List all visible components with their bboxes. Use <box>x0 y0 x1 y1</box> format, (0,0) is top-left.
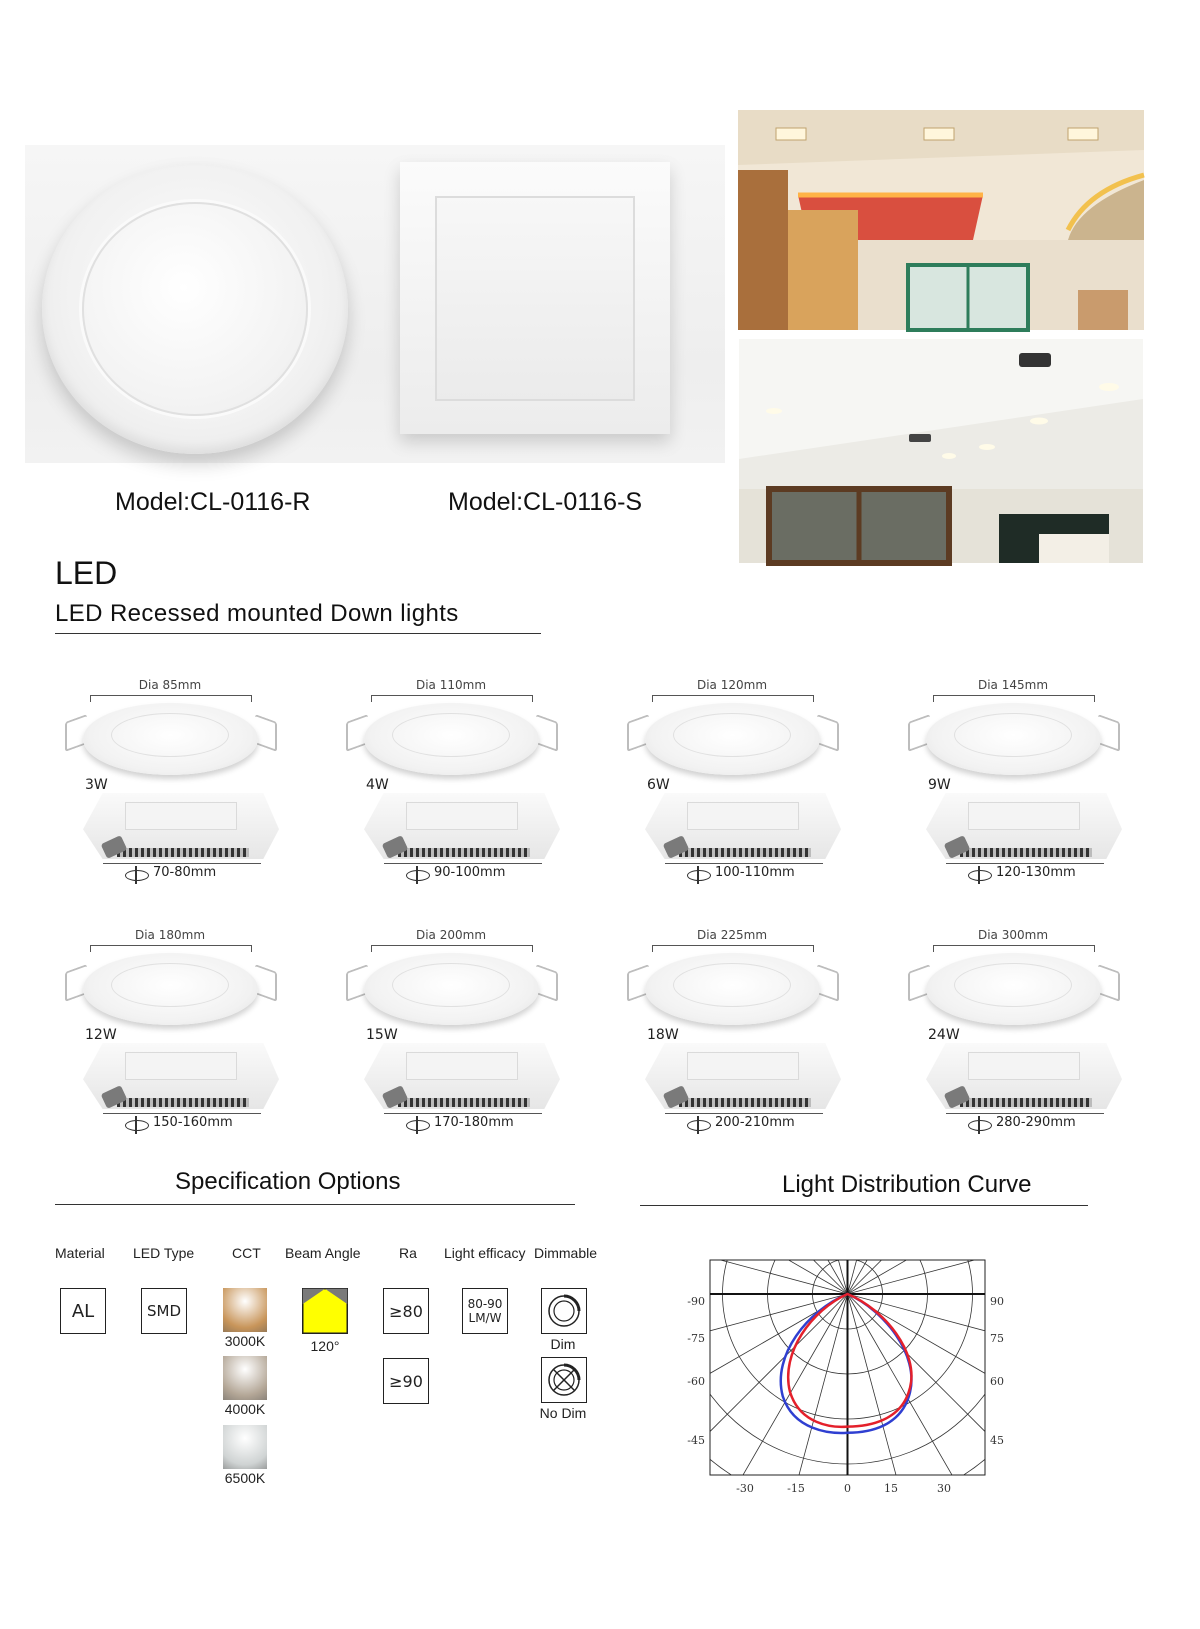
angle-label-left: -45 <box>687 1434 705 1447</box>
installation-photo-bedroom <box>739 339 1143 563</box>
installation-photo-ceiling <box>738 110 1144 330</box>
round-model-label: Model:CL-0116-R <box>115 488 311 516</box>
variant-card <box>55 678 305 898</box>
beam-angle-label: 120° <box>310 1338 340 1354</box>
round-panel-thumb <box>83 953 258 1025</box>
spring-clip <box>1098 714 1120 752</box>
cutout-icon <box>687 870 711 881</box>
cutout-icon <box>406 870 430 881</box>
heat-sink-fins <box>398 1098 530 1107</box>
variant-card <box>898 678 1148 898</box>
dimension-line <box>652 695 814 702</box>
round-panel-thumb <box>83 703 258 775</box>
cutout-line <box>384 1113 542 1114</box>
spring-clip <box>817 964 839 1002</box>
polar-spoke <box>848 1190 1200 1294</box>
polar-spoke <box>461 1190 847 1294</box>
cutout-line <box>665 863 823 864</box>
variant-diameter: Dia 120mm <box>696 678 768 692</box>
variant-wattage: 15W <box>366 1027 398 1043</box>
header-dimmable: Dimmable <box>534 1245 598 1261</box>
variant-cutout: 150-160mm <box>153 1115 233 1130</box>
cct-label: 3000K <box>224 1333 266 1349</box>
variant-wattage: 12W <box>85 1027 117 1043</box>
heat-sink-fins <box>960 1098 1092 1107</box>
curve-underline <box>640 1205 1088 1206</box>
round-panel-thumb <box>926 953 1101 1025</box>
angle-label-right: 45 <box>990 1434 1004 1447</box>
variant-card <box>336 678 586 898</box>
no-dim-label: No Dim <box>539 1405 587 1421</box>
variant-card <box>617 928 867 1148</box>
variant-card <box>336 928 586 1148</box>
variant-cutout: 120-130mm <box>996 865 1076 880</box>
efficacy-unit: LM/W <box>468 1311 502 1325</box>
heat-sink-fins <box>398 848 530 857</box>
variant-cutout: 70-80mm <box>153 865 217 880</box>
variant-cutout: 170-180mm <box>434 1115 514 1130</box>
spec-underline <box>55 1204 575 1205</box>
variant-wattage: 6W <box>647 777 670 793</box>
dimension-line <box>652 945 814 952</box>
cct-label: 6500K <box>224 1470 266 1486</box>
round-panel-thumb <box>364 703 539 775</box>
cutout-line <box>103 863 261 864</box>
cutout-line <box>384 863 542 864</box>
variant-diameter: Dia 110mm <box>415 678 487 692</box>
cutout-line <box>946 863 1104 864</box>
intensity-label: 15 <box>884 1482 898 1495</box>
angle-label-right: 75 <box>990 1332 1004 1345</box>
variant-diameter: Dia 180mm <box>134 928 206 942</box>
variant-wattage: 24W <box>928 1027 960 1043</box>
dimension-line <box>90 945 252 952</box>
spring-clip <box>255 964 277 1002</box>
round-panel-thumb <box>364 953 539 1025</box>
header-led-type: LED Type <box>133 1245 195 1261</box>
polar-spoke <box>848 1294 1194 1494</box>
dimmer-knob-icon <box>546 1293 582 1329</box>
spring-clip <box>536 714 558 752</box>
variant-wattage: 4W <box>366 777 389 793</box>
variant-cutout: 100-110mm <box>715 865 795 880</box>
header-beam-angle: Beam Angle <box>285 1245 361 1261</box>
variant-diameter: Dia 145mm <box>977 678 1049 692</box>
polar-spoke <box>848 1294 952 1629</box>
round-panel-image <box>42 164 348 454</box>
variant-diameter: Dia 85mm <box>138 678 202 692</box>
heat-sink-fins <box>117 1098 249 1107</box>
variant-diameter: Dia 300mm <box>977 928 1049 942</box>
spring-clip <box>1098 964 1120 1002</box>
polar-spoke <box>848 1294 1200 1398</box>
variant-diameter: Dia 225mm <box>696 928 768 942</box>
cct-swatch-6500k <box>223 1425 267 1469</box>
intensity-label: 0 <box>844 1482 851 1495</box>
angle-label-left: -60 <box>687 1375 705 1388</box>
dimension-line <box>371 945 533 952</box>
variant-cutout: 90-100mm <box>434 865 506 880</box>
light-distribution-chart <box>687 1250 1040 1510</box>
round-panel-thumb <box>926 703 1101 775</box>
intensity-label: 30 <box>937 1482 951 1495</box>
cct-swatch-4000k <box>223 1356 267 1400</box>
no-dimmer-icon <box>546 1362 582 1398</box>
cct-swatch-3000k <box>223 1288 267 1332</box>
cct-label: 4000K <box>224 1401 266 1417</box>
dim-box <box>541 1288 587 1334</box>
polar-spoke <box>565 1294 848 1577</box>
variant-cutout: 200-210mm <box>715 1115 795 1130</box>
curve-section-title: Light Distribution Curve <box>782 1171 1032 1198</box>
efficacy-box <box>462 1288 508 1334</box>
ra-90-box: ≥90 <box>383 1358 429 1404</box>
header-cct: CCT <box>232 1245 261 1261</box>
curve-series-red <box>788 1294 911 1427</box>
square-model-label: Model:CL-0116-S <box>448 488 643 516</box>
polar-labels <box>687 1295 1004 1495</box>
beam-angle-icon <box>302 1288 348 1334</box>
square-panel-image <box>400 162 670 434</box>
heat-sink-fins <box>960 848 1092 857</box>
variant-wattage: 3W <box>85 777 108 793</box>
angle-label-right: 60 <box>990 1375 1004 1388</box>
variant-wattage: 18W <box>647 1027 679 1043</box>
variant-card <box>898 928 1148 1148</box>
spring-clip <box>536 964 558 1002</box>
ra-80-box: ≥80 <box>383 1288 429 1334</box>
efficacy-value: 80-90 <box>467 1297 503 1311</box>
spring-clip <box>817 714 839 752</box>
led-type-box: SMD <box>141 1288 187 1334</box>
heat-sink-fins <box>679 848 811 857</box>
page-subtitle: LED Recessed mounted Down lights <box>55 600 459 627</box>
no-dim-box <box>541 1357 587 1403</box>
dimension-line <box>933 945 1095 952</box>
spec-section-title: Specification Options <box>175 1168 401 1195</box>
variant-card <box>55 928 305 1148</box>
variant-wattage: 9W <box>928 777 951 793</box>
heat-sink-fins <box>117 848 249 857</box>
round-panel-thumb <box>645 953 820 1025</box>
dimension-line <box>933 695 1095 702</box>
spring-clip <box>255 714 277 752</box>
cutout-line <box>103 1113 261 1114</box>
cutout-icon <box>687 1120 711 1131</box>
material-box: AL <box>60 1288 106 1334</box>
cutout-line <box>946 1113 1104 1114</box>
angle-label-left: -75 <box>687 1332 705 1345</box>
variant-diameter: Dia 200mm <box>415 928 487 942</box>
intensity-label: -15 <box>787 1482 805 1495</box>
cutout-icon <box>125 870 149 881</box>
polar-spoke <box>848 1294 1131 1577</box>
variant-cutout: 280-290mm <box>996 1115 1076 1130</box>
variant-card <box>617 678 867 898</box>
heat-sink-fins <box>679 1098 811 1107</box>
dimension-line <box>90 695 252 702</box>
round-panel-thumb <box>645 703 820 775</box>
header-efficacy: Light efficacy <box>444 1245 526 1261</box>
angle-label-right: 90 <box>990 1295 1004 1308</box>
subtitle-underline <box>55 633 541 634</box>
cutout-icon <box>968 870 992 881</box>
cutout-icon <box>406 1120 430 1131</box>
page-title: LED <box>55 555 118 591</box>
dimension-line <box>371 695 533 702</box>
header-ra: Ra <box>399 1245 417 1261</box>
cutout-line <box>665 1113 823 1114</box>
dim-label: Dim <box>550 1336 576 1352</box>
cutout-icon <box>125 1120 149 1131</box>
header-material: Material <box>55 1245 105 1261</box>
angle-label-left: -90 <box>687 1295 705 1308</box>
intensity-label: -30 <box>736 1482 754 1495</box>
cutout-icon <box>968 1120 992 1131</box>
